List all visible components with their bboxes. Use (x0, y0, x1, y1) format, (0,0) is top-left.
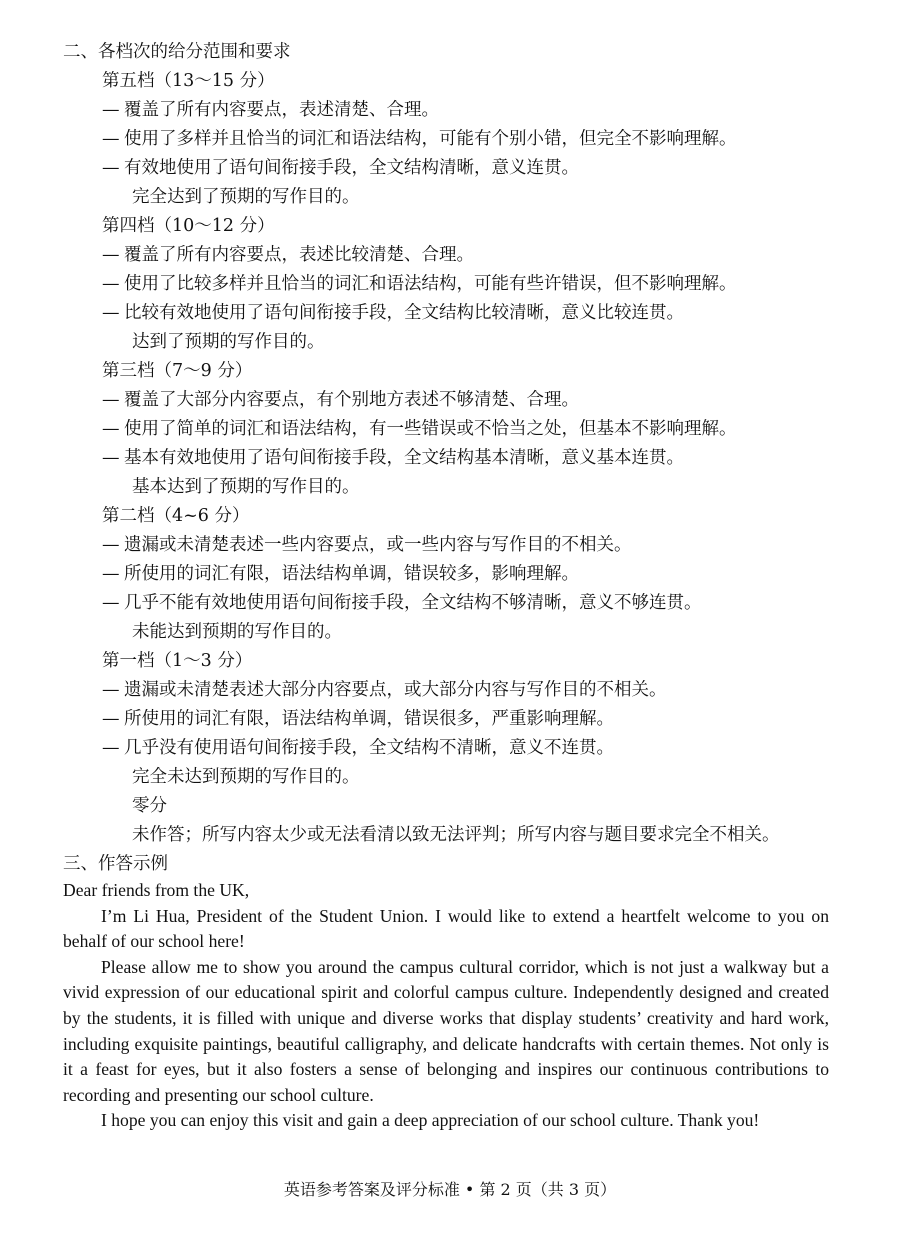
criterion-item (102, 241, 474, 270)
dash: — (102, 680, 120, 700)
criterion-text: 遗漏或未清楚表述一些内容要点，或一些内容与写作目的不相关。 (124, 535, 632, 555)
band-title: 第五档（13～15 分） (102, 71, 275, 91)
dash: — (102, 709, 120, 729)
criterion-text: 覆盖了所有内容要点，表述比较清楚、合理。 (124, 245, 474, 265)
criterion-item (102, 154, 579, 183)
dash: — (102, 448, 120, 468)
criterion-text: 覆盖了大部分内容要点，有个别地方表述不够清楚、合理。 (124, 390, 579, 410)
dash: — (102, 158, 120, 178)
band-note: 达到了预期的写作目的。 (132, 332, 325, 352)
essay-greeting: Dear friends from the UK, (63, 880, 250, 900)
criterion-text: 几乎没有使用语句间衔接手段，全文结构不清晰，意义不连贯。 (124, 738, 614, 758)
criterion-text: 使用了比较多样并且恰当的词汇和语法结构，可能有些许错误，但不影响理解。 (124, 274, 737, 294)
band-title: 第三档（7～9 分） (102, 361, 253, 381)
dash: — (102, 593, 120, 613)
essay-paragraph: Please allow me to show you around the campus cultural corridor, which is not just a walkway but a vivid expression of our educational spirit and colorful campus culture. Independently designed and created by the students, it is filled with unique and diverse works that display students’ creativity and hard work, including exquisite paintings, beautiful calligraphy, and delicate handcrafts with certain themes. Not only is it a feast for eyes, but it also fosters a sense of belonging and inspires our continuous contributions to recording and presenting our school culture. (63, 956, 829, 1105)
criterion-item (102, 415, 737, 444)
band-note: 完全达到了预期的写作目的。 (132, 187, 360, 207)
dash: — (102, 419, 120, 439)
criterion-item (102, 299, 684, 328)
criterion-item (102, 444, 684, 473)
criterion-text: 所使用的词汇有限，语法结构单调，错误很多，严重影响理解。 (124, 709, 614, 729)
essay-paragraph: I’m Li Hua, President of the Student Union. I would like to extend a heartfelt welcome to you on behalf of our school here! (63, 905, 829, 952)
criterion-item (102, 705, 614, 734)
criterion-text: 几乎不能有效地使用语句间衔接手段，全文结构不够清晰，意义不够连贯。 (124, 593, 702, 613)
criterion-text: 覆盖了所有内容要点，表述清楚、合理。 (124, 100, 439, 120)
dash: — (102, 564, 120, 584)
criterion-item (102, 125, 737, 154)
criterion-item (102, 676, 667, 705)
essay-paragraph: I hope you can enjoy this visit and gain a deep appreciation of our school culture. Thank you! (101, 1110, 760, 1131)
criterion-item (102, 386, 579, 415)
section-heading: 三、作答示例 (63, 854, 168, 874)
dash: — (102, 245, 120, 265)
zero-score-title: 零分 (132, 796, 167, 816)
criterion-text: 基本有效地使用了语句间衔接手段，全文结构基本清晰，意义基本连贯。 (124, 448, 684, 468)
band-title: 第四档（10～12 分） (102, 216, 275, 236)
criterion-item (102, 734, 614, 763)
dash: — (102, 100, 120, 120)
dash: — (102, 390, 120, 410)
zero-score-text: 未作答；所写内容太少或无法看清以致无法评判；所写内容与题目要求完全不相关。 (132, 825, 780, 845)
sample-essay (63, 878, 829, 1134)
criterion-text: 使用了简单的词汇和语法结构，有一些错误或不恰当之处，但基本不影响理解。 (124, 419, 737, 439)
band-note: 基本达到了预期的写作目的。 (132, 477, 360, 497)
dash: — (102, 738, 120, 758)
criterion-item (102, 270, 737, 299)
criterion-text: 使用了多样并且恰当的词汇和语法结构，可能有个别小错，但完全不影响理解。 (124, 129, 737, 149)
criterion-item (102, 531, 632, 560)
criterion-text: 遗漏或未清楚表述大部分内容要点，或大部分内容与写作目的不相关。 (124, 680, 667, 700)
criterion-text: 有效地使用了语句间衔接手段，全文结构清晰，意义连贯。 (124, 158, 579, 178)
dash: — (102, 129, 120, 149)
section-heading: 二、各档次的给分范围和要求 (63, 42, 291, 62)
band-note: 完全未达到预期的写作目的。 (132, 767, 360, 787)
dash: — (102, 274, 120, 294)
criterion-text: 所使用的词汇有限，语法结构单调，错误较多，影响理解。 (124, 564, 579, 584)
criterion-text: 比较有效地使用了语句间衔接手段，全文结构比较清晰，意义比较连贯。 (124, 303, 684, 323)
dash: — (102, 303, 120, 323)
band-title: 第二档（4~6 分） (102, 506, 250, 526)
band-title: 第一档（1～3 分） (102, 651, 253, 671)
page-footer: 英语参考答案及评分标准 • 第 2 页（共 3 页） (283, 1180, 617, 1199)
criterion-item (102, 96, 439, 125)
criterion-item (102, 560, 579, 589)
band-note: 未能达到预期的写作目的。 (132, 622, 342, 642)
dash: — (102, 535, 120, 555)
criterion-item (102, 589, 702, 618)
